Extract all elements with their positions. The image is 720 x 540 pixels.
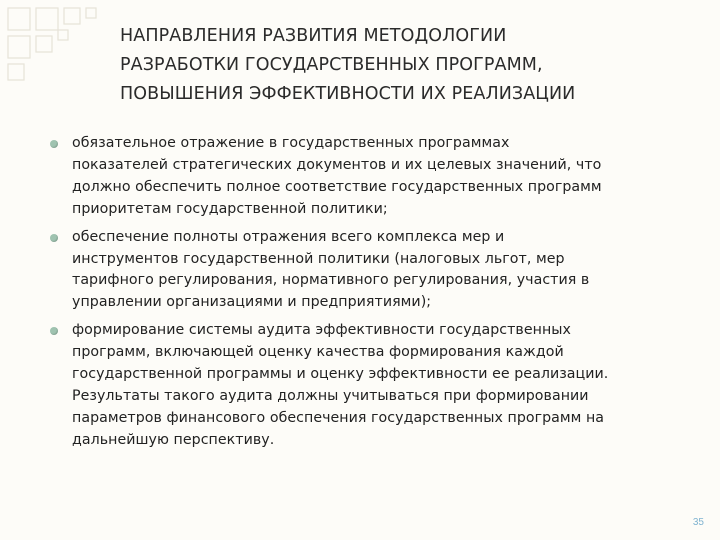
bullet-text-line: показателей стратегических документов и их целевых значений, что [72,156,602,173]
bullet-item [50,133,690,221]
bullet-icon [50,327,58,335]
page-number: 35 [692,517,704,528]
bullet-text-line: должно обеспечить полное соответствие государственных программ [72,178,602,195]
bullet-text-line: дальнейшую перспективу. [72,431,275,448]
bullet-text-line: инструментов государственной политики (налоговых льгот, мер [72,250,565,267]
title-line: ПОВЫШЕНИЯ ЭФФЕКТИВНОСТИ ИХ РЕАЛИЗАЦИИ [120,84,576,104]
bullet-text-line: приоритетам государственной политики; [72,200,388,217]
bullet-item [50,227,690,315]
bullet-icon [50,234,58,242]
bullet-text-line: обязательное отражение в государственных программах [72,135,510,151]
bullet-text-line: управлении организациями и предприятиями); [72,294,432,311]
bullet-text-line: параметров финансового обеспечения государственных программ на [72,409,605,426]
title-line: РАЗРАБОТКИ ГОСУДАРСТВЕННЫХ ПРОГРАММ, [120,55,543,75]
bullet-list [50,133,690,458]
bullet-text-line: программ, включающей оценку качества формирования каждой [72,344,564,361]
bullet-text-line: государственной программы и оценку эффективности ее реализации. [72,366,609,383]
title-line: НАПРАВЛЕНИЯ РАЗВИТИЯ МЕТОДОЛОГИИ [120,26,507,46]
corner-decoration [0,0,120,100]
bullet-text-line: формирование системы аудита эффективности государственных [72,322,571,339]
bullet-text-line: обеспечение полноты отражения всего комплекса мер и [72,228,505,245]
bullet-text-line: тарифного регулирования, нормативного регулирования, участия в [72,272,590,289]
bullet-icon [50,140,58,148]
slide-title [120,22,700,109]
bullet-item [50,320,690,451]
bullet-text-line: Результаты такого аудита должны учитываться при формировании [72,387,589,404]
